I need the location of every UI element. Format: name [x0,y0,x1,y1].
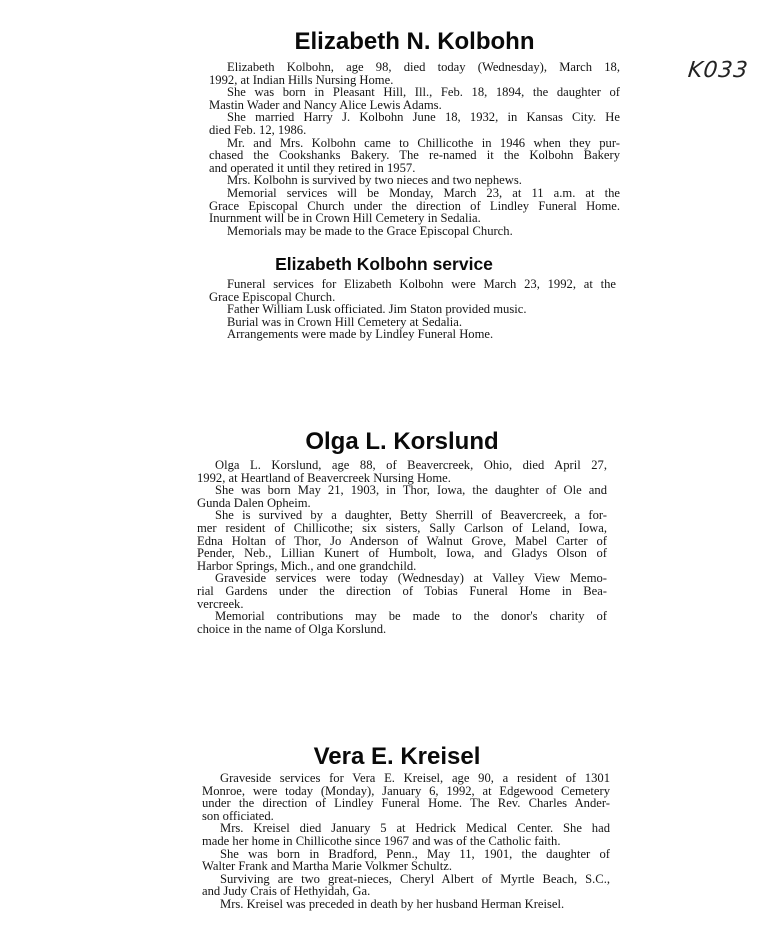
text-line: rial Gardens under the direction of Tobias Funeral Home in Bea- [197,583,607,598]
obituary-title-kreisel: Vera E. Kreisel [313,743,481,770]
text-line: chased the Cookshanks Bakery. The re-named it the Kolbohn Bakery [209,148,620,163]
text-line: Arrangements were made by Lindley Funeral Home. [227,327,494,342]
text-line: Monroe, were today (Monday), January 6, 1992, at Edgewood Cemetery [202,783,610,798]
text-line: She was born in Pleasant Hill, Ill., Feb. 18, 1894, the daughter of [227,85,620,100]
text-line: Elizabeth Kolbohn, age 98, died today (Wednesday), March 18, [227,60,620,74]
text-line: under the direction of Lindley Funeral Home. The Rev. Charles Ander- [202,796,610,811]
text-line: Grace Episcopal Church. [209,289,336,304]
text-line: Harbor Springs, Mich., and one grandchild. [197,558,417,573]
text-line: Mrs. Kolbohn is survived by two nieces and two nephews. [227,173,522,188]
obituary-title-korslund: Olga L. Korslund [305,428,499,455]
text-line: She married Harry J. Kolbohn June 18, 1932, in Kansas City. He [227,110,620,125]
text-line: choice in the name of Olga Korslund. [197,621,387,636]
text-line: Burial was in Crown Hill Cemetery at Sedalia. [227,314,463,329]
text-line: Grace Episcopal Church under the direction of Lindley Funeral Home. [209,198,620,213]
text-line: and Judy Crais of Hethyidah, Ga. [202,884,371,899]
text-line: died Feb. 12, 1986. [209,122,307,137]
text-line: Memorials may be made to the Grace Episcopal Church. [227,223,513,238]
text-line: Funeral services for Elizabeth Kolbohn were March 23, 1992, at the [227,277,616,291]
text-line: Surviving are two great-nieces, Cheryl Albert of Myrtle Beach, S.C., [220,871,610,886]
text-line: Pender, Neb., Lillian Kunert of Humbolt, Iowa, and Gladys Olson of [197,546,607,561]
text-line: Mastin Wader and Nancy Alice Lewis Adams. [209,97,442,112]
text-line: Mrs. Kreisel died January 5 at Hedrick Medical Center. She had [220,821,610,836]
text-line: She was born May 21, 1903, in Thor, Iowa, the daughter of Ole and [215,483,607,498]
text-line: Mrs. Kreisel was preceded in death by her husband Herman Kreisel. [220,896,565,911]
text-line: Memorial services will be Monday, March 23, at 11 a.m. at the [227,185,620,200]
obituary-body-korslund [197,459,607,635]
obituary-title-kolbohn: Elizabeth N. Kolbohn [294,28,535,55]
text-line: Inurnment will be in Crown Hill Cemetery in Sedalia. [209,211,481,226]
text-line: son officiated. [202,808,274,823]
service-body-kolbohn [209,278,616,341]
archive-code-handwritten: K033 [686,58,750,83]
text-line: made her home in Chillicothe since 1967 and was of the Catholic faith. [202,833,561,848]
obituary-body-kreisel [202,772,610,911]
text-line: Graveside services were today (Wednesday) at Valley View Memo- [215,571,607,586]
text-line: mer resident of Chillicothe; six sisters, Sally Carlson of Leland, Iowa, [197,520,607,535]
text-line: She was born in Bradford, Penn., May 11, 1901, the daughter of [220,846,610,861]
text-line: Memorial contributions may be made to the donor's charity of [215,609,607,624]
text-line: 1992, at Heartland of Beavercreek Nursing Home. [197,470,451,485]
text-line: and operated it until they retired in 1957. [209,160,416,175]
text-line: Graveside services for Vera E. Kreisel, age 90, a resident of 1301 [220,771,610,785]
service-title-kolbohn: Elizabeth Kolbohn service [275,254,493,274]
text-line: Mr. and Mrs. Kolbohn came to Chillicothe in 1946 when they pur- [227,135,620,150]
text-line: Olga L. Korslund, age 88, of Beavercreek, Ohio, died April 27, [215,458,607,472]
text-line: Walter Frank and Martha Marie Volkmer Schultz. [202,859,452,874]
text-line: She is survived by a daughter, Betty Sherrill of Beavercreek, a for- [215,508,607,523]
obituary-body-kolbohn [209,61,620,237]
text-line: Father William Lusk officiated. Jim Staton provided music. [227,302,527,317]
text-line: Gunda Dalen Opheim. [197,495,311,510]
text-line: vercreek. [197,596,244,611]
text-line: 1992, at Indian Hills Nursing Home. [209,72,394,87]
text-line: Edna Holtan of Thor, Jo Anderson of Walnut Grove, Mabel Carter of [197,533,607,548]
